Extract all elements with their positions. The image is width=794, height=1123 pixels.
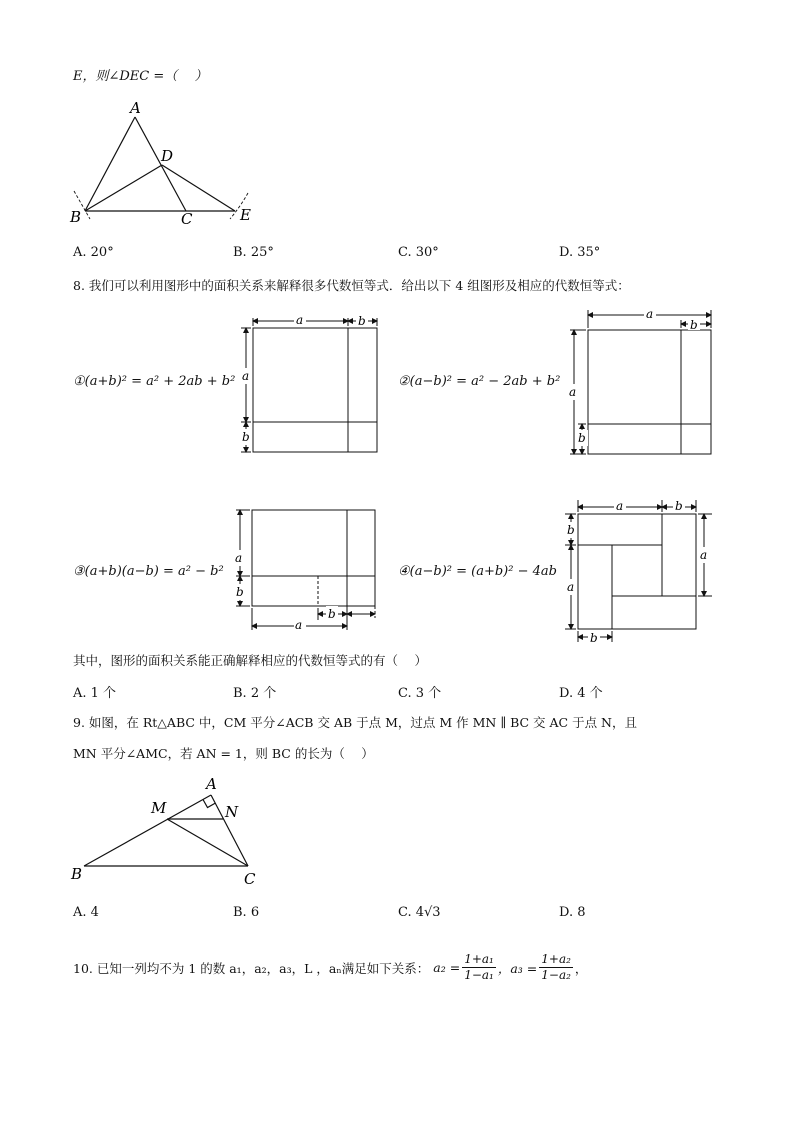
q7-label-B: B <box>70 208 82 226</box>
q9-stem-line2: MN 平分∠AMC，若 AN = 1，则 BC 的长为（ ） <box>73 746 374 761</box>
q8-fig1-label-a-left: a <box>242 369 250 383</box>
q9-option-a: A. 4 <box>73 905 99 920</box>
q8-figure-4 <box>562 496 722 646</box>
q8-identity-3: ③(a+b)(a−b) = a² − b² <box>73 564 224 579</box>
q7-triangle-figure <box>60 95 270 235</box>
q7-stem-tail: E，则∠DEC =（ ） <box>73 69 208 84</box>
q8-fig4-label-a-left: a <box>567 580 575 594</box>
q8-stem: 8. 我们可以利用图形中的面积关系来解释很多代数恒等式．给出以下 4 组图形及相应的代数恒等式： <box>73 278 630 293</box>
q8-identity-4: ④(a−b)² = (a+b)² − 4ab <box>398 564 557 579</box>
q8-conclusion: 其中，图形的面积关系能正确解释相应的代数恒等式的有（ ） <box>73 653 427 668</box>
q10-tail: ， <box>574 960 588 976</box>
q7-option-b: B. 25° <box>233 245 274 260</box>
q7-option-a: A. 20° <box>73 245 114 260</box>
q10-eq1-denominator: 1−a₁ <box>464 968 494 982</box>
q9-option-d: D. 8 <box>559 905 586 920</box>
q8-fig1-label-a-top: a <box>296 313 304 327</box>
q8-figure-2 <box>566 306 716 460</box>
q9-label-N: N <box>225 803 239 821</box>
q9-label-A: A <box>206 775 217 793</box>
q9-label-C: C <box>244 870 256 888</box>
q7-label-C: C <box>181 210 193 228</box>
q8-identity-2: ②(a−b)² = a² − 2ab + b² <box>398 374 561 389</box>
q10-stem: 10. 已知一列均不为 1 的数 a₁，a₂，a₃，L ，aₙ满足如下关系： <box>73 960 430 976</box>
q8-fig1-label-b-top: b <box>358 314 366 328</box>
q8-identity-1: ①(a+b)² = a² + 2ab + b² <box>73 374 236 389</box>
q10-eq1-fraction <box>462 952 496 983</box>
q10-eq2-lhs: ，a₃ = <box>497 960 538 976</box>
q9-stem-line1: 9. 如图，在 Rt△ABC 中，CM 平分∠ACB 交 AB 于点 M，过点 M 作 MN ∥ BC 交 AC 于点 N，且 <box>73 715 637 730</box>
q8-fig3-label-b-bottom: b <box>328 607 336 621</box>
q8-fig4-label-b-top: b <box>675 499 683 513</box>
q9-option-b: B. 6 <box>233 905 260 920</box>
q8-fig3-label-a-left: a <box>235 551 243 565</box>
q7-label-E: E <box>240 206 251 224</box>
q8-fig4-label-b-bottom: b <box>590 631 598 645</box>
q8-option-a: A. 1 个 <box>73 686 117 701</box>
q8-fig2-label-b-top: b <box>690 318 698 332</box>
q8-option-c: C. 3 个 <box>398 686 442 701</box>
q8-option-b: B. 2 个 <box>233 686 277 701</box>
q8-fig3-label-a-bottom: a <box>295 618 303 632</box>
q9-label-B: B <box>71 865 83 883</box>
q8-fig2-label-a-left: a <box>569 385 577 399</box>
q10-eq2-fraction <box>539 952 573 983</box>
q8-fig4-label-b-left: b <box>567 523 575 537</box>
q9-triangle-figure <box>66 770 276 890</box>
q7-label-A: A <box>130 99 141 117</box>
q8-figure-1 <box>238 312 383 460</box>
q7-option-c: C. 30° <box>398 245 439 260</box>
q8-figure-3 <box>232 504 382 634</box>
q8-fig1-label-b-left: b <box>242 430 250 444</box>
q10-eq1-lhs: a₂ = <box>433 960 461 975</box>
q9-label-M: M <box>151 799 167 817</box>
q8-fig2-label-a-top: a <box>646 307 654 321</box>
q9-option-c: C. 4√3 <box>398 905 441 920</box>
q8-fig2-label-b-left: b <box>578 431 586 445</box>
q10-eq2-numerator: 1+a₂ <box>541 952 571 966</box>
q8-option-d: D. 4 个 <box>559 686 603 701</box>
q8-fig3-label-b-left: b <box>236 585 244 599</box>
q10-stem-row <box>73 952 587 983</box>
q8-fig4-label-a-top: a <box>616 499 624 513</box>
q10-eq2-denominator: 1−a₂ <box>541 968 571 982</box>
q7-label-D: D <box>161 147 174 165</box>
q8-fig4-label-a-right: a <box>700 548 708 562</box>
q7-option-d: D. 35° <box>559 245 601 260</box>
q10-eq1-numerator: 1+a₁ <box>464 952 494 966</box>
